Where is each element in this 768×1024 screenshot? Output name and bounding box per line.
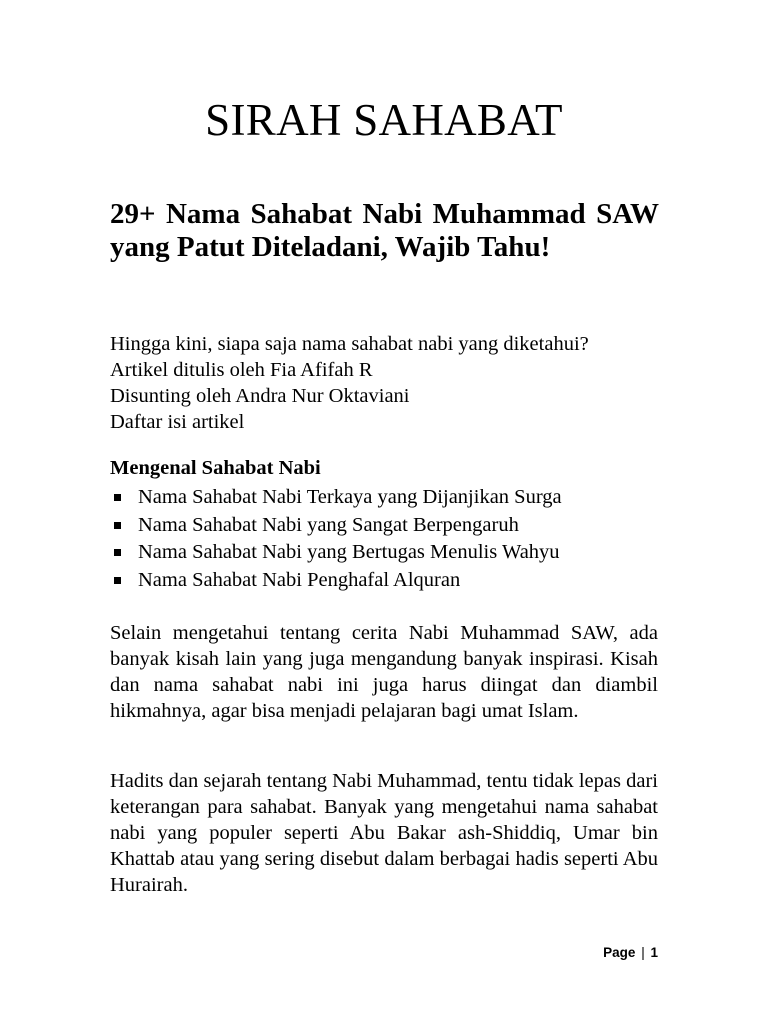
page-number: 1: [650, 945, 658, 960]
body-paragraph: Hadits dan sejarah tentang Nabi Muhammad, tentu tidak lepas dari keterangan para sahabat. Banyak yang mengetahui nama sahabat nabi yang populer seperti Abu Bakar ash-Shiddiq, Umar bin Khattab atau yang sering disebut dalam berbagai hadis seperti Abu Hurairah.: [110, 770, 658, 896]
toc-item-label: Nama Sahabat Nabi yang Bertugas Menulis Wahyu: [138, 541, 560, 563]
page-title: SIRAH SAHABAT: [205, 95, 563, 145]
square-bullet-icon: [114, 577, 121, 584]
body-paragraph: Selain mengetahui tentang cerita Nabi Muhammad SAW, ada banyak kisah lain yang juga mengandung banyak inspirasi. Kisah dan nama sahabat nabi ini juga harus diingat dan diambil hikmahnya, agar bisa menjadi pelajaran bagi umat Islam.: [110, 622, 658, 722]
article-meta: [110, 331, 670, 435]
toc-item-label: Nama Sahabat Nabi Penghafal Alquran: [138, 568, 461, 591]
toc-item-label: Nama Sahabat Nabi Terkaya yang Dijanjikan Surga: [138, 486, 562, 508]
toc-item: [110, 512, 562, 540]
toc-list: [110, 484, 562, 594]
square-bullet-icon: [114, 522, 121, 529]
intro-question: Hingga kini, siapa saja nama sahabat nabi yang diketahui?: [110, 333, 589, 355]
toc-item: [110, 539, 562, 567]
square-bullet-icon: [114, 494, 121, 501]
author-line: Artikel ditulis oleh Fia Afifah R: [110, 359, 373, 381]
toc-item: [110, 484, 562, 512]
toc-item: [110, 567, 562, 595]
page-label: Page: [603, 945, 636, 960]
article-title: 29+ Nama Sahabat Nabi Muhammad SAW yang Patut Diteladani, Wajib Tahu!: [110, 198, 659, 263]
page-footer: [603, 944, 658, 962]
square-bullet-icon: [114, 549, 121, 556]
toc-label: Daftar isi artikel: [110, 411, 245, 433]
footer-separator: |: [641, 945, 645, 960]
toc-heading: Mengenal Sahabat Nabi: [110, 457, 321, 479]
editor-line: Disunting oleh Andra Nur Oktaviani: [110, 385, 410, 407]
toc-item-label: Nama Sahabat Nabi yang Sangat Berpengaruh: [138, 513, 519, 536]
